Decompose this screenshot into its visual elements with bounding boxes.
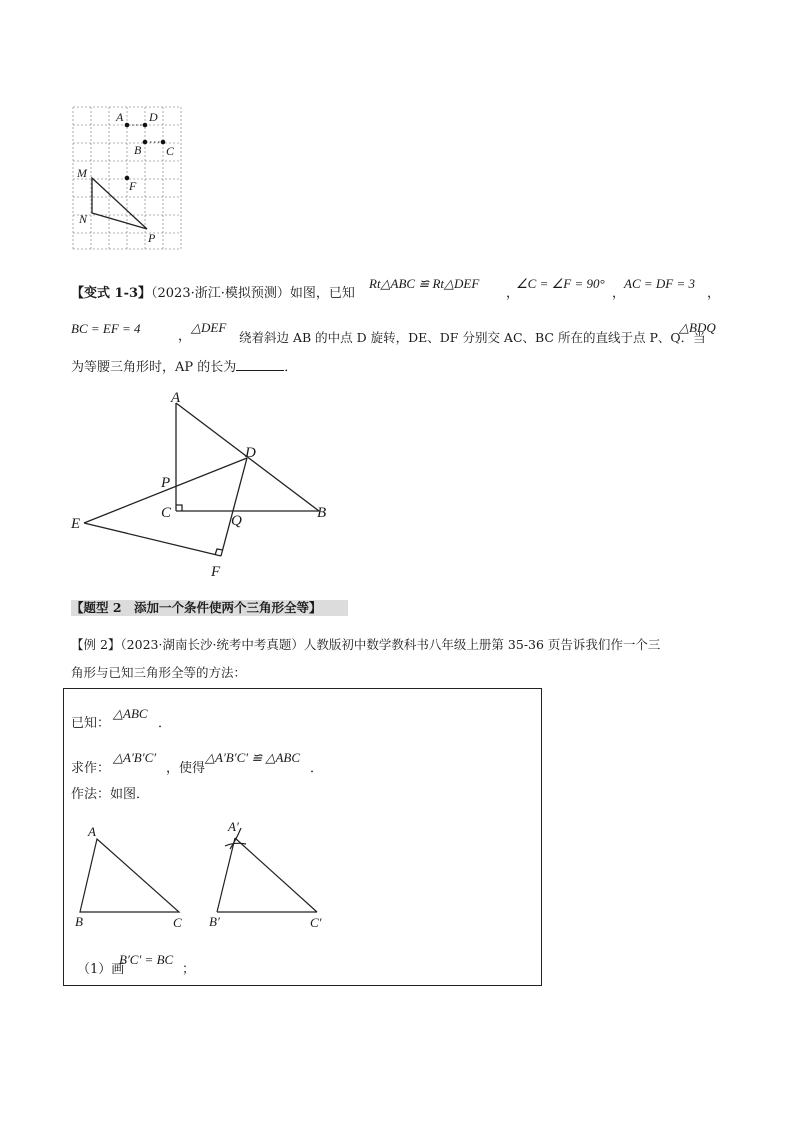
grid-dashes <box>128 125 163 142</box>
section-heading: 【题型 2 添加一个条件使两个三角形全等】 <box>71 600 322 615</box>
label-C: C <box>166 144 175 158</box>
ask-mid: ，使得 <box>166 761 206 776</box>
label-N: N <box>79 212 88 226</box>
answer-blank[interactable] <box>236 357 284 371</box>
example-line-1: 【例 2】（2023·湖南长沙·统考中考真题）人教版初中数学教科书八年级上册第 35-36 页告诉我们作一个三 <box>71 637 661 652</box>
label-A2: A <box>171 390 181 406</box>
label-D2: D <box>245 445 256 461</box>
cond-bc: BC = EF = 4 <box>71 321 141 336</box>
comma-1: ， <box>506 286 520 301</box>
given-label: 已知： <box>71 716 111 731</box>
label-tri-B: B <box>75 914 83 929</box>
comma-3: ， <box>707 286 721 301</box>
given-triangle: △ABC <box>113 706 148 721</box>
variant-tri-def: △DEF <box>191 320 227 335</box>
label-B2: B <box>317 505 327 521</box>
construction-figure <box>68 818 338 934</box>
ask-end: ． <box>310 761 324 776</box>
label-tri-C2: C′ <box>310 915 322 930</box>
variant-line-1 <box>71 284 355 304</box>
given-end: ． <box>158 716 172 731</box>
cond-angle: ∠C = ∠F = 90° <box>516 276 605 291</box>
label-E2: E <box>71 516 81 532</box>
segment-a2c2 <box>235 838 317 912</box>
label-M: M <box>77 166 87 180</box>
label-A: A <box>116 110 124 124</box>
label-tri-B2: B′ <box>209 914 220 929</box>
variant-intro: 如图，已知 <box>289 286 355 301</box>
triangle-abc <box>80 839 179 912</box>
variant-source: （2023·浙江·模拟预测） <box>151 286 290 301</box>
cond-congruent: Rt△ABC ≌ Rt△DEF <box>369 276 480 291</box>
comma-2: ， <box>612 286 626 301</box>
grid-figure <box>66 100 186 252</box>
method-line: 作法：如图． <box>71 787 150 802</box>
label-F: F <box>129 179 137 193</box>
step-1-end: ； <box>182 962 196 977</box>
label-B: B <box>134 143 142 157</box>
label-P2: P <box>161 475 171 491</box>
comma-4: ， <box>178 329 192 344</box>
step-1-math: B′C′ = BC <box>119 952 174 967</box>
label-F2: F <box>211 564 221 580</box>
rotation-figure <box>64 385 344 585</box>
cond-ac: AC = DF = 3 <box>624 276 695 291</box>
label-D: D <box>149 110 158 124</box>
ask-label: 求作： <box>71 761 111 776</box>
variant-line-2: 绕着斜边 AB 的中点 D 旋转，DE、DF 分别交 AC、BC 所在的直线于点 P、Q．当 <box>239 330 706 345</box>
example-line-2: 角形与已知三角形全等的方法： <box>71 665 247 680</box>
variant-end: ． <box>284 360 298 375</box>
right-angle-c <box>176 505 182 511</box>
label-Q2: Q <box>231 513 242 529</box>
variant-question: 为等腰三角形时，AP 的长为 <box>71 360 237 375</box>
label-tri-A: A <box>88 824 96 839</box>
variant-tri-bdq: △BDQ <box>679 320 716 335</box>
step-1-label: （1）画 <box>77 962 125 977</box>
variant-tag: 【变式 1-3】 <box>71 286 152 301</box>
label-P: P <box>148 231 156 245</box>
label-C2: C <box>161 505 172 521</box>
triangle-mnp <box>92 178 147 229</box>
segment-a2b2 <box>217 838 235 912</box>
ask-triangle: △A′B′C′ <box>113 750 157 765</box>
label-tri-C: C <box>173 915 182 930</box>
ask-relation: △A′B′C′ ≌ △ABC <box>205 750 301 765</box>
label-tri-A2: A′ <box>228 819 239 834</box>
variant-line-3 <box>71 357 297 378</box>
